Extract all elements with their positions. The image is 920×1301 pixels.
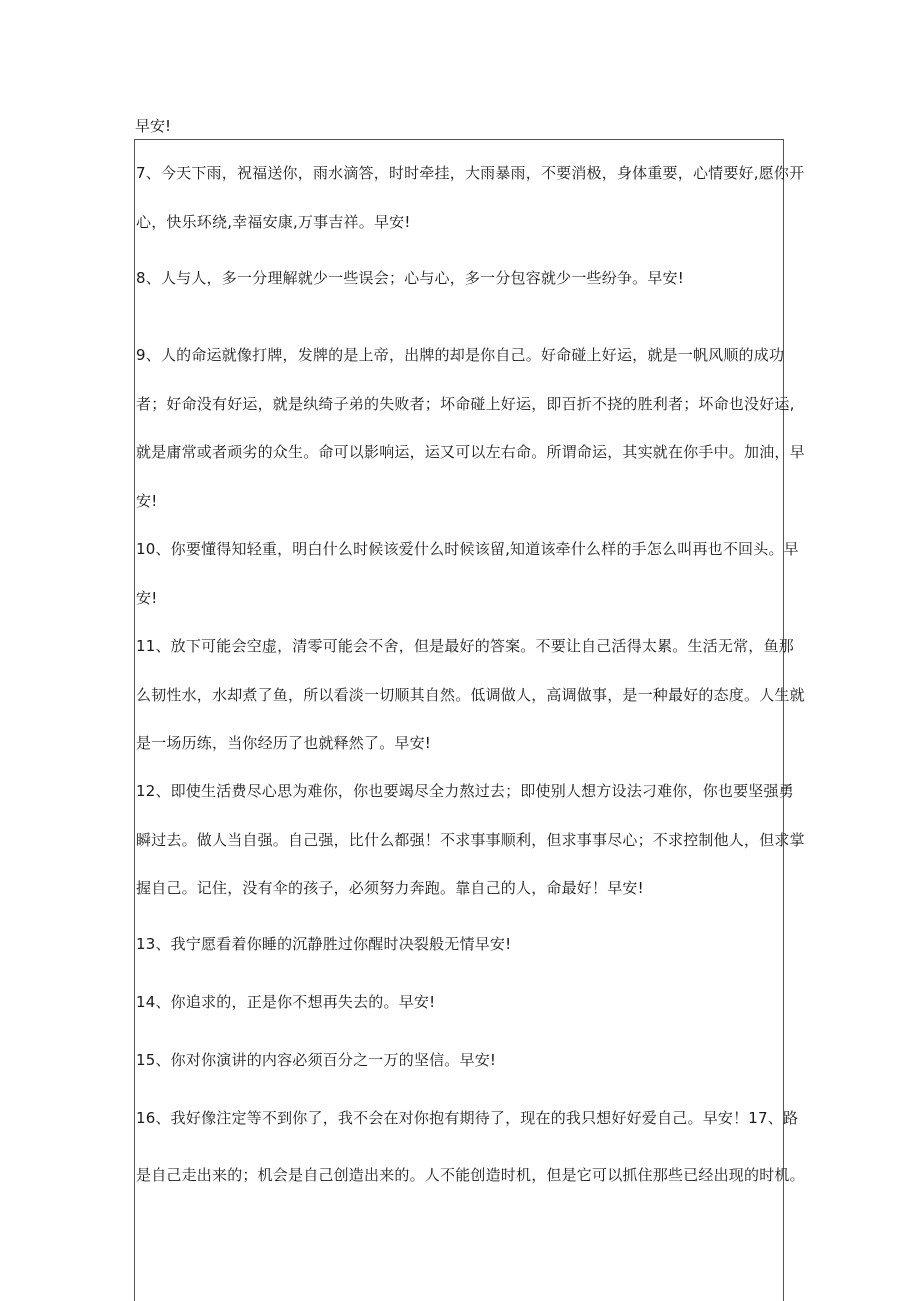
text-line: 13、我宁愿看着你睡的沉静胜过你醒时决裂般无情早安! bbox=[136, 935, 512, 953]
text-line: 安! bbox=[136, 589, 158, 607]
text-line: 么韧性水，水却煮了鱼，所以看淡一切顺其自然。低调做人，高调做事，是一种最好的态度。人生就 bbox=[136, 686, 805, 704]
text-line: 安! bbox=[136, 492, 158, 510]
text-line: 11、放下可能会空虚，清零可能会不舍，但是最好的答案。不要让自己活得太累。生活无常，鱼那 bbox=[136, 637, 794, 655]
text-line: 握自己。记住，没有伞的孩子，必须努力奔跑。靠自己的人，命最好！早安! bbox=[136, 879, 644, 897]
text-line: 是自己走出来的；机会是自己创造出来的。人不能创造时机，但是它可以抓住那些已经出现的时机。 bbox=[136, 1166, 805, 1184]
text-line: 心，快乐环绕,幸福安康,万事吉祥。早安! bbox=[136, 213, 411, 231]
text-line: 15、你对你演讲的内容必须百分之一万的坚信。早安! bbox=[136, 1051, 497, 1069]
text-line: 者；好命没有好运，就是纨绮子弟的失败者；坏命碰上好运，即百折不挠的胜利者；坏命也没好运, bbox=[136, 395, 795, 413]
text-line: 是一场历练，当你经历了也就释然了。早安! bbox=[136, 734, 432, 752]
text-line: 9、人的命运就像打牌，发牌的是上帝，出牌的却是你自己。好命碰上好运，就是一帆风顺的成功 bbox=[136, 346, 785, 364]
text-line: 7、今天下雨，祝福送你，雨水滴答，时时牵挂，大雨暴雨，不要消极，身体重要，心情要好,愿你开 bbox=[136, 164, 805, 182]
text-line: 8、人与人，多一分理解就少一些误会；心与心，多一分包容就少一些纷争。早安! bbox=[136, 269, 684, 287]
text-line: 16、我好像注定等不到你了，我不会在对你抱有期待了，现在的我只想好好爱自己。早安！17、路 bbox=[136, 1109, 799, 1127]
text-line: 10、你要懂得知轻重，明白什么时候该爱什么时候该留,知道该牵什么样的手怎么叫再也不回头。早 bbox=[136, 540, 799, 558]
text-line: 就是庸常或者顽劣的众生。命可以影响运，运又可以左右命。所谓命运，其实就在你手中。加油，早 bbox=[136, 443, 805, 461]
text-line: 瞬过去。做人当自强。自己强，比什么都强！不求事事顺利，但求事事尽心；不求控制他人，但求掌 bbox=[136, 831, 805, 849]
text-line: 14、你追求的，正是你不想再失去的。早安! bbox=[136, 993, 436, 1011]
header-text: 早安! bbox=[135, 117, 172, 135]
text-line: 12、即使生活费尽心思为难你，你也要竭尽全力熬过去；即使别人想方设法刁难你，你也要坚强勇 bbox=[136, 782, 794, 800]
